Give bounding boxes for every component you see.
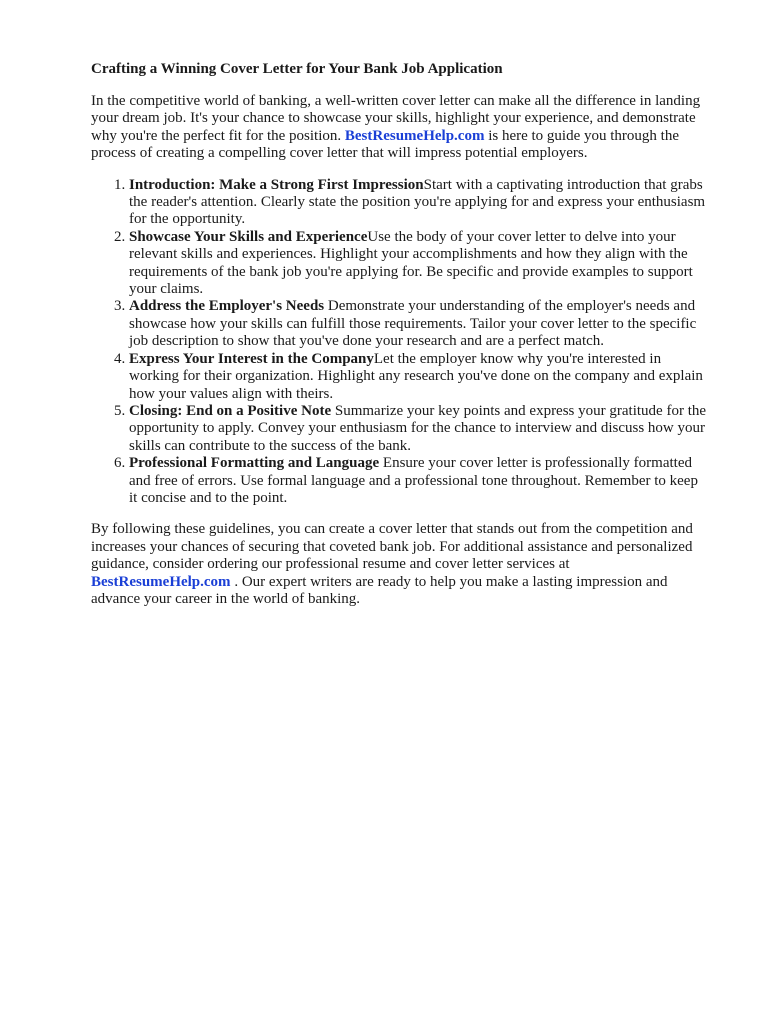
closing-text-after-link: . Our expert writers are ready to help you make a lasting impression and advance your career in the world of banking. — [91, 573, 668, 607]
step-body: Demonstrate your understanding of the employer's needs and showcase how your skills can fulfill those requirements. Tailor your cover letter to the specific job description to show that you've done your research and are a perfect match. — [129, 298, 697, 350]
steps-list — [91, 177, 708, 508]
step-body: Use the body of your cover letter to delve into your relevant skills and experiences. Highlight your accomplishments and how they align with the requirements of the bank job you're applying for. Be specific and provide examples to support your claims. — [129, 228, 693, 298]
step-item-6 — [129, 455, 708, 507]
step-body: Ensure your cover letter is professionally formatted and free of errors. Use formal language and a professional tone throughout. Remember to keep it concise and to the point. — [129, 455, 698, 506]
step-item-2 — [129, 229, 708, 299]
step-item-4 — [129, 351, 708, 403]
step-title: Introduction: Make a Strong First Impression — [129, 176, 424, 193]
closing-bestresumehelp-link[interactable]: BestResumeHelp.com — [91, 573, 231, 590]
intro-paragraph — [91, 93, 708, 163]
step-title: Express Your Interest in the Company — [129, 350, 374, 367]
step-body: Let the employer know why you're interested in working for their organization. Highlight any research you've done on the company and explain how your values align with theirs. — [129, 350, 703, 402]
step-item-5 — [129, 403, 708, 455]
step-body: Summarize your key points and express your gratitude for the opportunity to apply. Convey your enthusiasm for the chance to interview and discuss how your skills can contribute to the success of the bank. — [129, 402, 707, 454]
step-title: Professional Formatting and Language — [129, 455, 380, 472]
step-title: Showcase Your Skills and Experience — [129, 228, 368, 245]
step-body: Start with a captivating introduction that grabs the reader's attention. Clearly state the position you're applying for and express your enthusiasm for the opportunity. — [129, 176, 706, 228]
intro-text-after-link: is here to guide you through the process of creating a compelling cover letter that will impress potential employers. — [91, 127, 679, 162]
step-title: Address the Employer's Needs — [129, 298, 325, 315]
intro-text-before-link: In the competitive world of banking, a well-written cover letter can make all the difference in landing your dream job. It's your chance to showcase your skills, highlight your experience, and demonstrate why you're the perfect fit for the position. — [91, 93, 701, 144]
closing-paragraph — [91, 521, 708, 608]
closing-text-before-link: By following these guidelines, you can create a cover letter that stands out from the competition and increases your chances of securing that coveted bank job. For additional assistance and personalized guidance, consider ordering our professional resume and cover letter services at — [91, 521, 693, 573]
step-item-3 — [129, 298, 708, 350]
step-item-1 — [129, 177, 708, 229]
intro-bestresumehelp-link[interactable]: BestResumeHelp.com — [344, 127, 485, 144]
step-title: Closing: End on a Positive Note — [129, 402, 332, 419]
document-title: Crafting a Winning Cover Letter for Your Bank Job Application — [91, 61, 503, 77]
